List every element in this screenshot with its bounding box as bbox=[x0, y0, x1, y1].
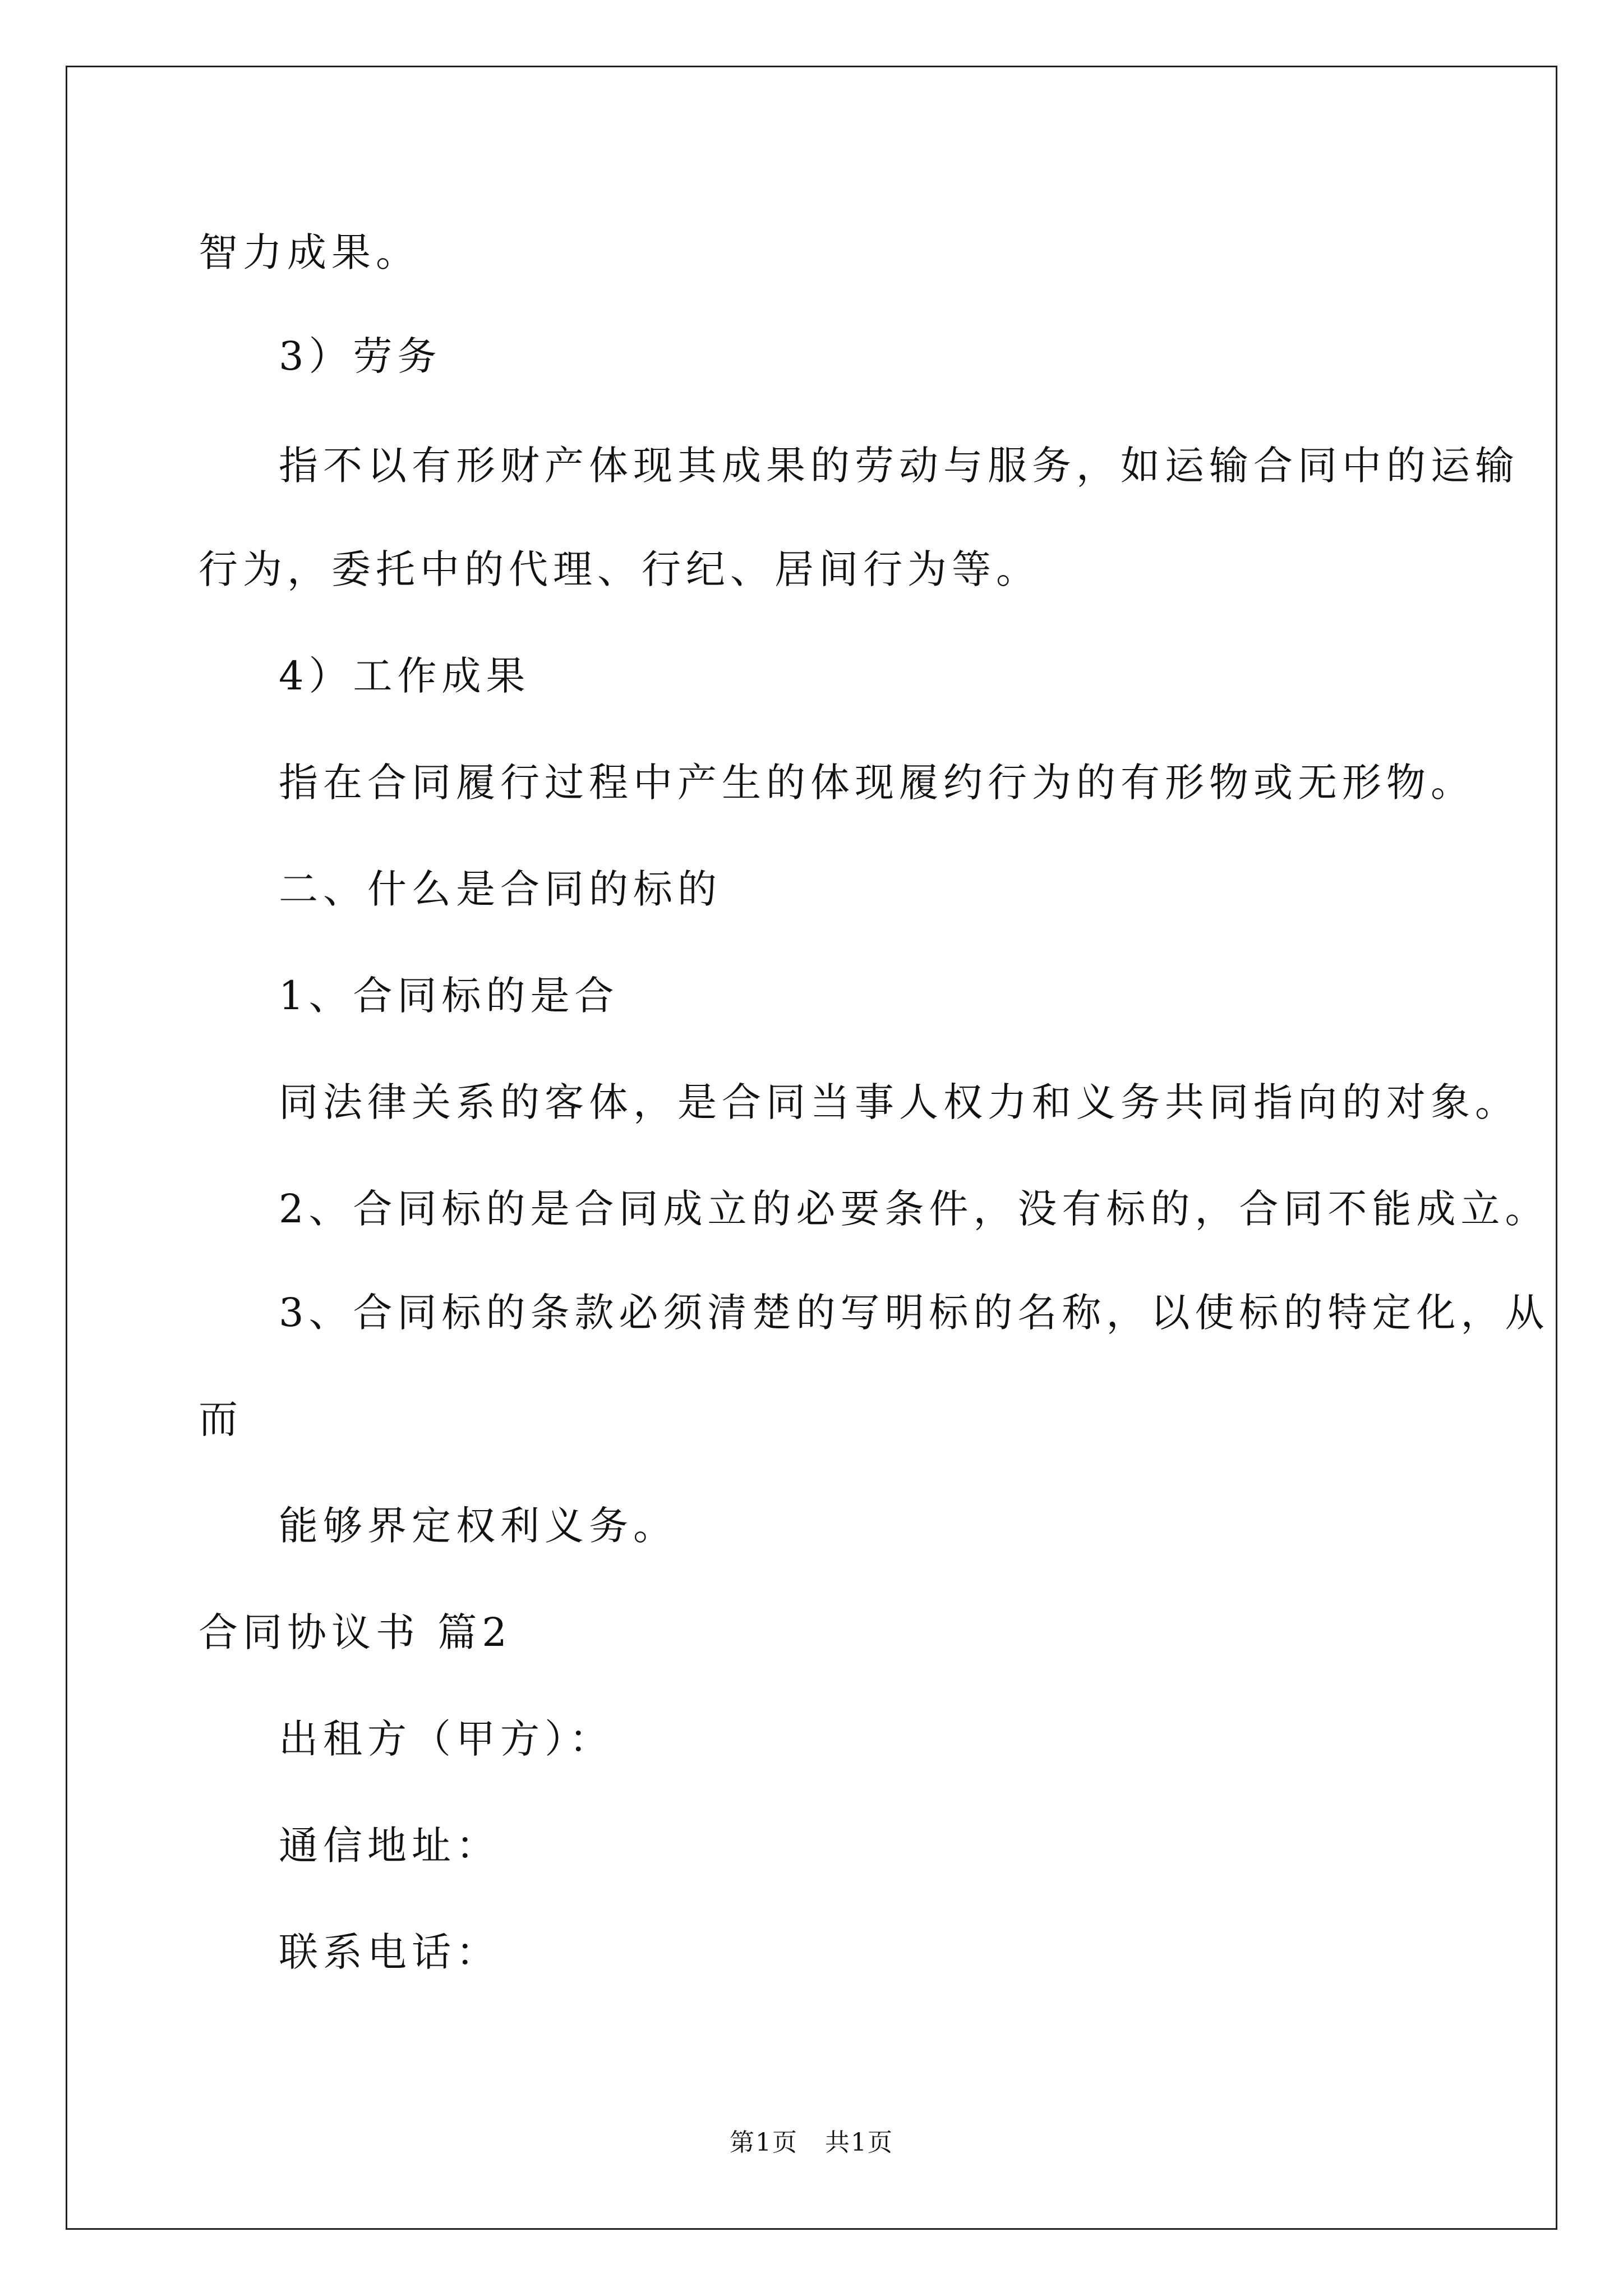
text-line: 2、合同标的是合同成立的必要条件，没有标的，合同不能成立。 bbox=[279, 1186, 1550, 1232]
page-footer bbox=[0, 2126, 1623, 2160]
text-line: 而 bbox=[199, 1396, 243, 1442]
page-frame bbox=[66, 66, 1557, 2230]
text-line: 3、合同标的条款必须清楚的写明标的名称，以使标的特定化，从 bbox=[279, 1290, 1550, 1336]
text-line: 指在合同履行过程中产生的体现履约行为的有形物或无形物。 bbox=[279, 760, 1475, 806]
text-line: 同法律关系的客体，是合同当事人权力和义务共同指向的对象。 bbox=[279, 1079, 1519, 1125]
text-line: 3）劳务 bbox=[279, 333, 442, 379]
text-line: 出租方（甲方）： bbox=[279, 1716, 614, 1762]
text-line: 二、什么是合同的标的 bbox=[279, 866, 722, 912]
text-line: 通信地址： bbox=[279, 1823, 500, 1869]
text-line: 智力成果。 bbox=[199, 229, 420, 275]
text-line: 4）工作成果 bbox=[279, 653, 531, 699]
text-line: 行为，委托中的代理、行纪、居间行为等。 bbox=[199, 546, 1040, 592]
total-pages: 共1页 bbox=[824, 2128, 893, 2157]
text-line: 能够界定权利义务。 bbox=[279, 1503, 677, 1549]
text-line: 联系电话： bbox=[279, 1929, 500, 1975]
section-heading: 合同协议书 篇2 bbox=[199, 1609, 512, 1655]
text-line: 指不以有形财产体现其成果的劳动与服务，如运输合同中的运输 bbox=[279, 443, 1519, 489]
page-number: 第1页 bbox=[730, 2128, 799, 2157]
text-line: 1、合同标的是合 bbox=[279, 973, 619, 1019]
